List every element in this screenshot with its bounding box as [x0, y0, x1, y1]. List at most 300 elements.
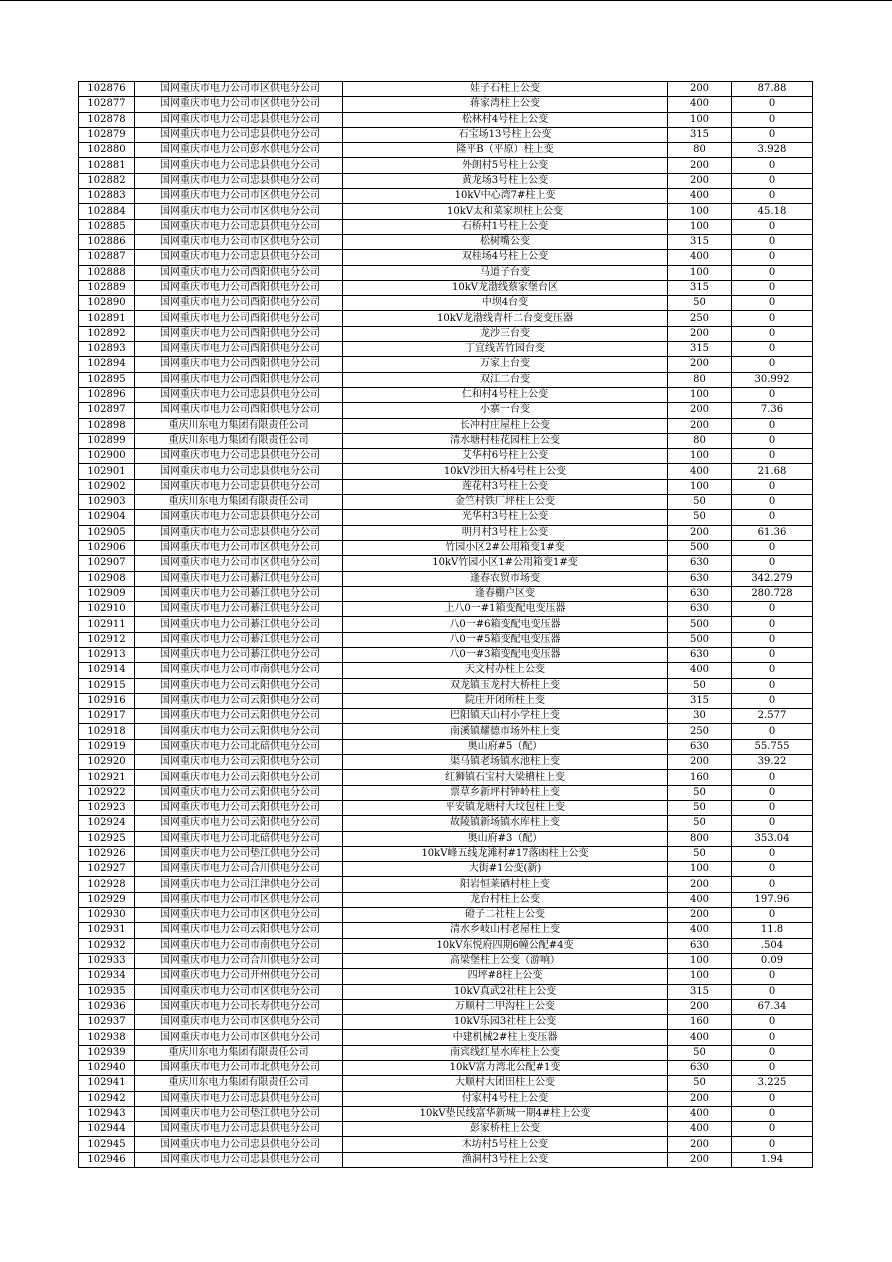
- transformer-name-cell: 中坝4台变: [343, 296, 668, 311]
- capacity-cell: 200: [668, 1137, 732, 1152]
- transformer-name-cell: 10kV垫民线富华新城一期4#柱上公变: [343, 1106, 668, 1121]
- table-row: [79, 387, 813, 402]
- capacity-cell: 100: [668, 479, 732, 494]
- row-id-cell: 102935: [79, 984, 135, 999]
- table-row: [79, 647, 813, 662]
- capacity-cell: 630: [668, 586, 732, 601]
- row-id-cell: 102909: [79, 586, 135, 601]
- row-id-cell: 102887: [79, 250, 135, 265]
- company-cell: 国网重庆市电力公司酉阳供电分公司: [135, 296, 343, 311]
- company-cell: 国网重庆市电力公司市区供电分公司: [135, 556, 343, 571]
- row-id-cell: 102904: [79, 510, 135, 525]
- value-cell: 0: [732, 418, 813, 433]
- transformer-name-cell: 隆平B（平原）柱上变: [343, 143, 668, 158]
- row-id-cell: 102916: [79, 693, 135, 708]
- transformer-name-cell: 四坪#8柱上公变: [343, 969, 668, 984]
- transformer-name-cell: 渠马镇老场镇水池柱上变: [343, 755, 668, 770]
- transformer-name-cell: 10kV乐园3社柱上公变: [343, 1015, 668, 1030]
- company-cell: 国网重庆市电力公司綦江供电分公司: [135, 617, 343, 632]
- row-id-cell: 102939: [79, 1045, 135, 1060]
- capacity-cell: 400: [668, 663, 732, 678]
- table-row: [79, 846, 813, 861]
- table-row: [79, 219, 813, 234]
- value-cell: 0: [732, 724, 813, 739]
- capacity-cell: 400: [668, 1106, 732, 1121]
- table-row: [79, 632, 813, 647]
- capacity-cell: 630: [668, 602, 732, 617]
- company-cell: 国网重庆市电力公司市区供电分公司: [135, 97, 343, 112]
- value-cell: 0: [732, 984, 813, 999]
- transformer-name-cell: 松树嘴公变: [343, 234, 668, 249]
- capacity-cell: 630: [668, 739, 732, 754]
- table-row: [79, 724, 813, 739]
- table-row: [79, 678, 813, 693]
- table-row: [79, 908, 813, 923]
- capacity-cell: 200: [668, 908, 732, 923]
- row-id-cell: 102907: [79, 556, 135, 571]
- value-cell: 0: [732, 433, 813, 448]
- company-cell: 国网重庆市电力公司忠县供电分公司: [135, 479, 343, 494]
- company-cell: 国网重庆市电力公司忠县供电分公司: [135, 112, 343, 127]
- capacity-cell: 400: [668, 923, 732, 938]
- company-cell: 重庆川东电力集团有限责任公司: [135, 495, 343, 510]
- row-id-cell: 102925: [79, 831, 135, 846]
- transformer-name-cell: 南溪镇耀德市场外柱上变: [343, 724, 668, 739]
- company-cell: 国网重庆市电力公司云阳供电分公司: [135, 709, 343, 724]
- transformer-name-cell: 付家村4号柱上公变: [343, 1091, 668, 1106]
- table-row: [79, 709, 813, 724]
- company-cell: 国网重庆市电力公司开州供电分公司: [135, 969, 343, 984]
- company-cell: 国网重庆市电力公司北碚供电分公司: [135, 831, 343, 846]
- company-cell: 国网重庆市电力公司云阳供电分公司: [135, 770, 343, 785]
- table-row: [79, 495, 813, 510]
- value-cell: 0: [732, 173, 813, 188]
- transformer-name-cell: 逢春农贸市场变: [343, 571, 668, 586]
- transformer-name-cell: 八0一#6箱变配电变压器: [343, 617, 668, 632]
- company-cell: 国网重庆市电力公司市南供电分公司: [135, 663, 343, 678]
- table-row: [79, 969, 813, 984]
- transformer-name-cell: 长冲村庄屋柱上公变: [343, 418, 668, 433]
- value-cell: 21.68: [732, 464, 813, 479]
- company-cell: 国网重庆市电力公司江津供电分公司: [135, 877, 343, 892]
- company-cell: 国网重庆市电力公司忠县供电分公司: [135, 510, 343, 525]
- row-id-cell: 102940: [79, 1061, 135, 1076]
- table-row: [79, 234, 813, 249]
- company-cell: 国网重庆市电力公司市南供电分公司: [135, 938, 343, 953]
- table-row: [79, 173, 813, 188]
- table-row: [79, 82, 813, 97]
- company-cell: 国网重庆市电力公司酉阳供电分公司: [135, 403, 343, 418]
- value-cell: 0: [732, 1106, 813, 1121]
- table-row: [79, 449, 813, 464]
- value-cell: 0: [732, 112, 813, 127]
- row-id-cell: 102923: [79, 800, 135, 815]
- value-cell: 0: [732, 556, 813, 571]
- row-id-cell: 102917: [79, 709, 135, 724]
- capacity-cell: 100: [668, 862, 732, 877]
- row-id-cell: 102936: [79, 999, 135, 1014]
- company-cell: 国网重庆市电力公司云阳供电分公司: [135, 755, 343, 770]
- page-top-rule: [0, 0, 892, 1]
- value-cell: 0: [732, 296, 813, 311]
- capacity-cell: 400: [668, 892, 732, 907]
- company-cell: 国网重庆市电力公司忠县供电分公司: [135, 1091, 343, 1106]
- capacity-cell: 160: [668, 770, 732, 785]
- transformer-name-cell: 院庄开闭所柱上变: [343, 693, 668, 708]
- capacity-cell: 250: [668, 724, 732, 739]
- company-cell: 国网重庆市电力公司市区供电分公司: [135, 892, 343, 907]
- transformer-name-cell: 小寨一台变: [343, 403, 668, 418]
- table-row: [79, 1061, 813, 1076]
- table-row: [79, 525, 813, 540]
- value-cell: 0: [732, 1030, 813, 1045]
- company-cell: 国网重庆市电力公司酉阳供电分公司: [135, 342, 343, 357]
- company-cell: 国网重庆市电力公司忠县供电分公司: [135, 1122, 343, 1137]
- transformer-name-cell: 仁和村4号柱上公变: [343, 387, 668, 402]
- transformer-name-cell: 10kV中心湾7#柱上变: [343, 189, 668, 204]
- capacity-cell: 500: [668, 540, 732, 555]
- table-row: [79, 296, 813, 311]
- table-row: [79, 938, 813, 953]
- transformer-name-cell: 八0一#5箱变配电变压器: [343, 632, 668, 647]
- row-id-cell: 102890: [79, 296, 135, 311]
- row-id-cell: 102877: [79, 97, 135, 112]
- table-row: [79, 1106, 813, 1121]
- capacity-cell: 315: [668, 342, 732, 357]
- transformer-name-cell: 上八0一#1箱变配电变压器: [343, 602, 668, 617]
- company-cell: 国网重庆市电力公司彭水供电分公司: [135, 143, 343, 158]
- table-row: [79, 311, 813, 326]
- value-cell: .504: [732, 938, 813, 953]
- company-cell: 国网重庆市电力公司忠县供电分公司: [135, 1152, 343, 1167]
- capacity-cell: 200: [668, 82, 732, 97]
- capacity-cell: 400: [668, 97, 732, 112]
- value-cell: 0: [732, 678, 813, 693]
- company-cell: 国网重庆市电力公司綦江供电分公司: [135, 647, 343, 662]
- table-row: [79, 326, 813, 341]
- capacity-cell: 200: [668, 1152, 732, 1167]
- row-id-cell: 102900: [79, 449, 135, 464]
- transformer-name-cell: 娃子石柱上公变: [343, 82, 668, 97]
- row-id-cell: 102876: [79, 82, 135, 97]
- capacity-cell: 200: [668, 326, 732, 341]
- row-id-cell: 102880: [79, 143, 135, 158]
- value-cell: 0: [732, 189, 813, 204]
- company-cell: 国网重庆市电力公司市区供电分公司: [135, 204, 343, 219]
- transformer-name-cell: 丁宜线苦竹园台变: [343, 342, 668, 357]
- capacity-cell: 200: [668, 755, 732, 770]
- table-row: [79, 892, 813, 907]
- value-cell: 0: [732, 342, 813, 357]
- table-row: [79, 556, 813, 571]
- value-cell: 0: [732, 97, 813, 112]
- company-cell: 国网重庆市电力公司云阳供电分公司: [135, 785, 343, 800]
- table-row: [79, 418, 813, 433]
- transformer-name-cell: 马道子台变: [343, 265, 668, 280]
- capacity-cell: 50: [668, 495, 732, 510]
- row-id-cell: 102903: [79, 495, 135, 510]
- company-cell: 重庆川东电力集团有限责任公司: [135, 1045, 343, 1060]
- row-id-cell: 102883: [79, 189, 135, 204]
- table-row: [79, 1015, 813, 1030]
- value-cell: 1.94: [732, 1152, 813, 1167]
- table-row: [79, 800, 813, 815]
- table-body: [79, 82, 813, 1168]
- capacity-cell: 50: [668, 1076, 732, 1091]
- transformer-name-cell: 竹园小区2#公用箱变1#变: [343, 540, 668, 555]
- transformer-name-cell: 龙沙三台变: [343, 326, 668, 341]
- company-cell: 国网重庆市电力公司綦江供电分公司: [135, 571, 343, 586]
- transformer-name-cell: 石桥村1号柱上公变: [343, 219, 668, 234]
- company-cell: 国网重庆市电力公司市北供电分公司: [135, 1061, 343, 1076]
- value-cell: 30.992: [732, 372, 813, 387]
- value-cell: 0: [732, 877, 813, 892]
- table-row: [79, 586, 813, 601]
- capacity-cell: 50: [668, 1045, 732, 1060]
- row-id-cell: 102924: [79, 816, 135, 831]
- transformer-name-cell: 彭家桥柱上公变: [343, 1122, 668, 1137]
- row-id-cell: 102931: [79, 923, 135, 938]
- capacity-cell: 315: [668, 984, 732, 999]
- transformer-name-cell: 光华村3号柱上公变: [343, 510, 668, 525]
- capacity-cell: 100: [668, 265, 732, 280]
- table-row: [79, 1137, 813, 1152]
- company-cell: 国网重庆市电力公司市区供电分公司: [135, 908, 343, 923]
- company-cell: 国网重庆市电力公司合川供电分公司: [135, 953, 343, 968]
- row-id-cell: 102918: [79, 724, 135, 739]
- capacity-cell: 50: [668, 800, 732, 815]
- value-cell: 0: [732, 785, 813, 800]
- transformer-name-cell: 10kV龙渤线蔡家堡台区: [343, 280, 668, 295]
- table-row: [79, 97, 813, 112]
- capacity-cell: 400: [668, 189, 732, 204]
- capacity-cell: 200: [668, 999, 732, 1014]
- row-id-cell: 102895: [79, 372, 135, 387]
- table-row: [79, 953, 813, 968]
- table-row: [79, 189, 813, 204]
- value-cell: 3.928: [732, 143, 813, 158]
- capacity-cell: 200: [668, 173, 732, 188]
- row-id-cell: 102944: [79, 1122, 135, 1137]
- table-row: [79, 127, 813, 142]
- capacity-cell: 100: [668, 953, 732, 968]
- value-cell: 0: [732, 602, 813, 617]
- value-cell: 67.34: [732, 999, 813, 1014]
- table-row: [79, 1091, 813, 1106]
- transformer-name-cell: 大顺村大团田柱上公变: [343, 1076, 668, 1091]
- transformer-name-cell: 黄龙场3号柱上公变: [343, 173, 668, 188]
- company-cell: 国网重庆市电力公司忠县供电分公司: [135, 464, 343, 479]
- transformer-name-cell: 10kV龙渤线青杆二台变变压器: [343, 311, 668, 326]
- table-row: [79, 112, 813, 127]
- value-cell: 0: [732, 969, 813, 984]
- table-row: [79, 1030, 813, 1045]
- row-id-cell: 102927: [79, 862, 135, 877]
- company-cell: 国网重庆市电力公司酉阳供电分公司: [135, 280, 343, 295]
- value-cell: 2.577: [732, 709, 813, 724]
- table-row: [79, 143, 813, 158]
- row-id-cell: 102913: [79, 647, 135, 662]
- row-id-cell: 102878: [79, 112, 135, 127]
- row-id-cell: 102914: [79, 663, 135, 678]
- row-id-cell: 102945: [79, 1137, 135, 1152]
- transformer-name-cell: 金竺村铁厂坪柱上公变: [343, 495, 668, 510]
- value-cell: 0: [732, 663, 813, 678]
- table-row: [79, 663, 813, 678]
- capacity-cell: 50: [668, 785, 732, 800]
- value-cell: 0: [732, 357, 813, 372]
- company-cell: 国网重庆市电力公司云阳供电分公司: [135, 724, 343, 739]
- value-cell: 0: [732, 1045, 813, 1060]
- row-id-cell: 102898: [79, 418, 135, 433]
- row-id-cell: 102897: [79, 403, 135, 418]
- table-row: [79, 984, 813, 999]
- value-cell: 0: [732, 265, 813, 280]
- row-id-cell: 102938: [79, 1030, 135, 1045]
- row-id-cell: 102926: [79, 846, 135, 861]
- row-id-cell: 102889: [79, 280, 135, 295]
- transformer-name-cell: 阳岩恒莱硒村柱上变: [343, 877, 668, 892]
- company-cell: 国网重庆市电力公司云阳供电分公司: [135, 816, 343, 831]
- company-cell: 国网重庆市电力公司忠县供电分公司: [135, 173, 343, 188]
- company-cell: 国网重庆市电力公司云阳供电分公司: [135, 678, 343, 693]
- value-cell: 0: [732, 816, 813, 831]
- row-id-cell: 102879: [79, 127, 135, 142]
- value-cell: 280.728: [732, 586, 813, 601]
- company-cell: 国网重庆市电力公司忠县供电分公司: [135, 387, 343, 402]
- table-row: [79, 433, 813, 448]
- capacity-cell: 400: [668, 464, 732, 479]
- transformer-name-cell: 10kV竹园小区1#公用箱变1#变: [343, 556, 668, 571]
- capacity-cell: 200: [668, 1091, 732, 1106]
- company-cell: 国网重庆市电力公司云阳供电分公司: [135, 923, 343, 938]
- company-cell: 国网重庆市电力公司垫江供电分公司: [135, 1106, 343, 1121]
- value-cell: 0: [732, 1061, 813, 1076]
- table-row: [79, 831, 813, 846]
- row-id-cell: 102920: [79, 755, 135, 770]
- table-row: [79, 403, 813, 418]
- company-cell: 国网重庆市电力公司綦江供电分公司: [135, 632, 343, 647]
- row-id-cell: 102915: [79, 678, 135, 693]
- company-cell: 国网重庆市电力公司长寿供电分公司: [135, 999, 343, 1014]
- transformer-name-cell: 石宝场13号柱上公变: [343, 127, 668, 142]
- row-id-cell: 102941: [79, 1076, 135, 1091]
- capacity-cell: 50: [668, 296, 732, 311]
- transformer-name-cell: 10kV东悦府四期6幢公配#4变: [343, 938, 668, 953]
- table-row: [79, 923, 813, 938]
- row-id-cell: 102893: [79, 342, 135, 357]
- row-id-cell: 102946: [79, 1152, 135, 1167]
- row-id-cell: 102930: [79, 908, 135, 923]
- company-cell: 国网重庆市电力公司忠县供电分公司: [135, 158, 343, 173]
- capacity-cell: 630: [668, 647, 732, 662]
- row-id-cell: 102912: [79, 632, 135, 647]
- transformer-table: [78, 81, 813, 1168]
- transformer-name-cell: 10kV富力湾北公配#1变: [343, 1061, 668, 1076]
- capacity-cell: 50: [668, 846, 732, 861]
- row-id-cell: 102902: [79, 479, 135, 494]
- capacity-cell: 100: [668, 969, 732, 984]
- capacity-cell: 50: [668, 510, 732, 525]
- value-cell: 0: [732, 770, 813, 785]
- value-cell: 39.22: [732, 755, 813, 770]
- capacity-cell: 100: [668, 204, 732, 219]
- capacity-cell: 315: [668, 127, 732, 142]
- transformer-name-cell: 天文村办柱上公变: [343, 663, 668, 678]
- table-row: [79, 510, 813, 525]
- company-cell: 国网重庆市电力公司忠县供电分公司: [135, 449, 343, 464]
- table-row: [79, 250, 813, 265]
- capacity-cell: 315: [668, 280, 732, 295]
- company-cell: 重庆川东电力集团有限责任公司: [135, 1076, 343, 1091]
- company-cell: 国网重庆市电力公司市区供电分公司: [135, 1015, 343, 1030]
- table-row: [79, 540, 813, 555]
- row-id-cell: 102910: [79, 602, 135, 617]
- row-id-cell: 102933: [79, 953, 135, 968]
- transformer-name-cell: 10kV真武2社柱上公变: [343, 984, 668, 999]
- transformer-name-cell: 巴阳镇天山村小学柱上变: [343, 709, 668, 724]
- transformer-name-cell: 双江二台变: [343, 372, 668, 387]
- row-id-cell: 102886: [79, 234, 135, 249]
- transformer-name-cell: 10kV峰五线龙滩村#17落凼柱上公变: [343, 846, 668, 861]
- row-id-cell: 102899: [79, 433, 135, 448]
- transformer-name-cell: 奥山府#5（配）: [343, 739, 668, 754]
- table-row: [79, 693, 813, 708]
- row-id-cell: 102901: [79, 464, 135, 479]
- row-id-cell: 102908: [79, 571, 135, 586]
- row-id-cell: 102885: [79, 219, 135, 234]
- capacity-cell: 200: [668, 403, 732, 418]
- value-cell: 0: [732, 800, 813, 815]
- value-cell: 87.88: [732, 82, 813, 97]
- value-cell: 7.36: [732, 403, 813, 418]
- company-cell: 国网重庆市电力公司云阳供电分公司: [135, 800, 343, 815]
- company-cell: 国网重庆市电力公司市区供电分公司: [135, 189, 343, 204]
- capacity-cell: 630: [668, 571, 732, 586]
- transformer-name-cell: 10kV太和菜家坝柱上公变: [343, 204, 668, 219]
- row-id-cell: 102942: [79, 1091, 135, 1106]
- value-cell: 11.8: [732, 923, 813, 938]
- transformer-name-cell: 松林村4号柱上公变: [343, 112, 668, 127]
- company-cell: 国网重庆市电力公司酉阳供电分公司: [135, 326, 343, 341]
- company-cell: 国网重庆市电力公司綦江供电分公司: [135, 602, 343, 617]
- capacity-cell: 315: [668, 234, 732, 249]
- company-cell: 国网重庆市电力公司忠县供电分公司: [135, 1137, 343, 1152]
- capacity-cell: 80: [668, 433, 732, 448]
- capacity-cell: 400: [668, 1122, 732, 1137]
- table-row: [79, 342, 813, 357]
- company-cell: 国网重庆市电力公司市区供电分公司: [135, 82, 343, 97]
- table-row: [79, 739, 813, 754]
- row-id-cell: 102921: [79, 770, 135, 785]
- transformer-name-cell: 渔洞村3号柱上公变: [343, 1152, 668, 1167]
- table-row: [79, 602, 813, 617]
- transformer-name-cell: 大街#1公变(新): [343, 862, 668, 877]
- row-id-cell: 102928: [79, 877, 135, 892]
- row-id-cell: 102891: [79, 311, 135, 326]
- table-row: [79, 204, 813, 219]
- table-row: [79, 816, 813, 831]
- capacity-cell: 200: [668, 525, 732, 540]
- table-row: [79, 785, 813, 800]
- capacity-cell: 630: [668, 1061, 732, 1076]
- value-cell: 3.225: [732, 1076, 813, 1091]
- company-cell: 国网重庆市电力公司云阳供电分公司: [135, 693, 343, 708]
- capacity-cell: 200: [668, 418, 732, 433]
- capacity-cell: 100: [668, 219, 732, 234]
- value-cell: 61.36: [732, 525, 813, 540]
- capacity-cell: 400: [668, 250, 732, 265]
